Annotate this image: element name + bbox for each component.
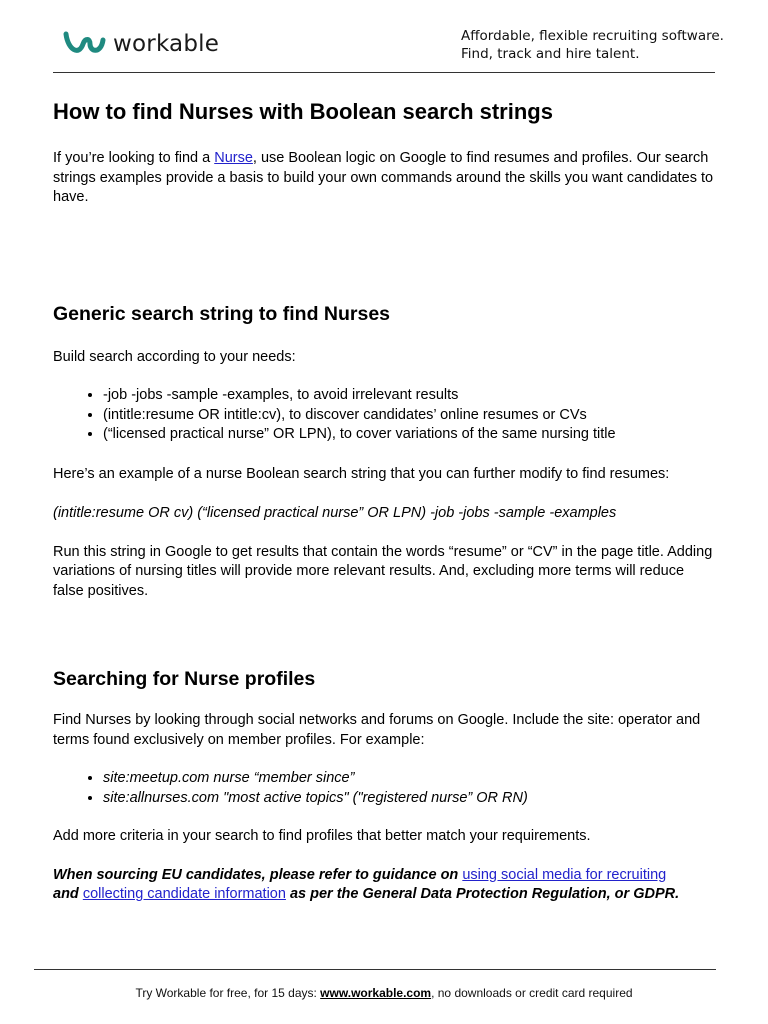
footer-text-before: Try Workable for free, for 15 days:: [135, 986, 321, 1000]
logo-text: workable: [113, 31, 220, 57]
section1-bullet-list: [53, 386, 718, 445]
footer-text-after: , no downloads or credit card required: [431, 986, 633, 1000]
section2-more: Add more criteria in your search to find profiles that better match your requirements.: [53, 828, 591, 844]
section2-heading: Searching for Nurse profiles: [53, 668, 316, 690]
section1-lead: Build search according to your needs:: [53, 348, 296, 365]
page-footer: [0, 986, 768, 1000]
gdpr-text-1: When sourcing EU candidates, please refer to guidance on: [53, 866, 463, 883]
section2-bullet-list: [53, 769, 718, 808]
intro-text-before: If you’re looking to find a: [53, 150, 215, 166]
example-search-string: (intitle:resume OR cv) (“licensed practical nurse” OR LPN) -job -jobs -sample -examples: [53, 505, 617, 521]
footer-divider: [34, 969, 716, 970]
list-item: • site:meetup.com nurse “member since”: [103, 769, 718, 789]
header-tagline: [461, 27, 724, 63]
section1-explanation: Run this string in Google to get results that contain the words “resume” or “CV” in the page title. Adding variations of nursing titles will provide more relevant results. And, excluding more terms will reduce false positives.: [53, 543, 713, 599]
tagline-line2: Find, track and hire talent.: [461, 46, 640, 62]
main-content: [53, 96, 718, 905]
candidate-information-link[interactable]: collecting candidate information: [82, 886, 286, 902]
gdpr-text-3: as per the General Data Protection Regulation, or GDPR.: [285, 886, 680, 902]
example-intro: Here’s an example of a nurse Boolean search string that you can further modify to find resumes:: [53, 465, 670, 482]
nurse-link[interactable]: Nurse: [214, 150, 253, 166]
gdpr-note: [53, 866, 718, 905]
list-item: • -job -jobs -sample -examples, to avoid irrelevant results: [103, 386, 718, 406]
social-media-recruiting-link[interactable]: using social media for recruiting: [462, 866, 667, 883]
page-header: [0, 0, 768, 73]
section1-heading: Generic search string to find Nurses: [53, 302, 391, 325]
intro-text-after: , use Boolean logic on Google to find resumes and profiles. Our search strings examples provide a basis to build your own commands around the skills you want candidates to have.: [53, 150, 714, 205]
header-divider: [53, 72, 715, 73]
gdpr-text-2: and: [53, 886, 83, 902]
list-item: • site:allnurses.com "most active topics" ("registered nurse” OR RN): [103, 789, 718, 809]
workable-logo-icon: [63, 30, 107, 58]
workable-site-link[interactable]: www.workable.com: [320, 986, 432, 1000]
workable-logo[interactable]: [63, 30, 219, 58]
list-item: • (intitle:resume OR intitle:cv), to discover candidates’ online resumes or CVs: [103, 406, 718, 426]
list-item: • (“licensed practical nurse” OR LPN), to cover variations of the same nursing title: [103, 425, 718, 445]
intro-paragraph: [53, 149, 718, 208]
page-title: How to find Nurses with Boolean search strings: [53, 99, 553, 124]
section2-lead: Find Nurses by looking through social networks and forums on Google. Include the site: operator and terms found exclusively on member profiles. For example:: [53, 712, 701, 748]
tagline-line1: Affordable, flexible recruiting software.: [461, 28, 724, 44]
